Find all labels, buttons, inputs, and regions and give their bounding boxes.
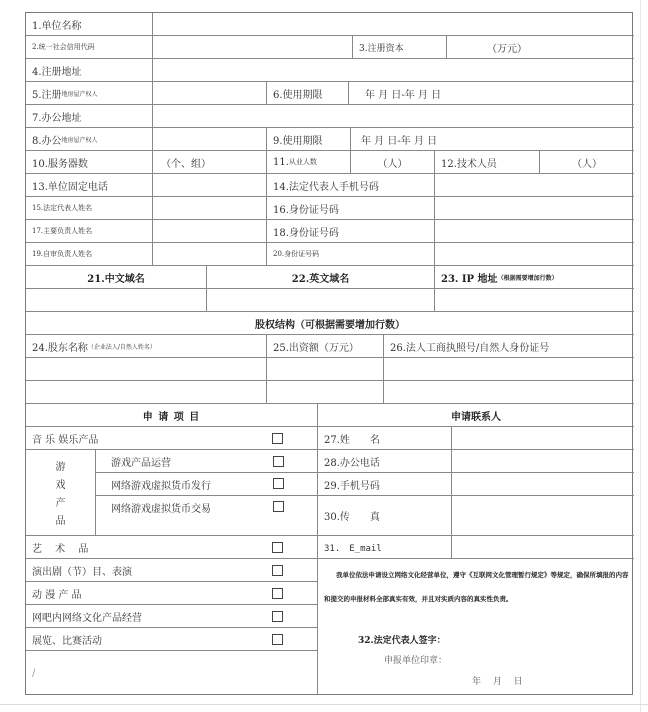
label-credit-code: 2.统一社会信用代码 (26, 36, 153, 59)
label-license-id: 26.法人工商执照号/自然人身份证号 (384, 335, 634, 358)
label-usage-period-1: 6.使用期限 (267, 82, 349, 105)
input-principal-name[interactable] (153, 220, 267, 243)
item-music: 音 乐 娱乐产品 (26, 427, 318, 450)
input-office-owner[interactable] (153, 128, 267, 151)
input-ip-address[interactable] (435, 289, 634, 312)
item-exhibition: 展览、比赛活动 (26, 628, 318, 651)
signature-date: 年 月 日 (472, 677, 523, 687)
input-email[interactable] (452, 536, 634, 559)
input-contribution-2[interactable] (267, 381, 384, 404)
label-office-address: 7.办公地址 (26, 105, 153, 128)
checkbox-anime[interactable] (272, 588, 283, 599)
item-art: 艺 术 品 (26, 536, 318, 559)
input-license-id-1[interactable] (384, 358, 634, 381)
input-self-review-id[interactable] (435, 243, 634, 266)
input-license-id-2[interactable] (384, 381, 634, 404)
declaration-text: 我单位依法申请设立网络文化经营单位，遵守《互联网文化管理暂行规定》等规定，确保所填报的内容和提交的申报材料全部真实有效，并且对实质内容的真实性负责。 (324, 571, 629, 603)
label-usage-period-2: 9.使用期限 (267, 128, 351, 151)
label-registered-capital: 3.注册资本 (353, 36, 447, 59)
label-registered-owner: 5.注册 地房屋产权人 (26, 82, 153, 105)
checkbox-art[interactable] (272, 542, 283, 553)
page-divider (0, 704, 648, 705)
equity-section-title: 股权结构（可根据需要增加行数） (26, 312, 634, 335)
input-employee-count[interactable]: （人） (351, 151, 435, 174)
label-chinese-domain: 21.中文域名 (26, 266, 207, 289)
item-anime: 动 漫 产 品 (26, 582, 318, 605)
checkbox-game-operation[interactable] (273, 456, 284, 467)
label-english-domain: 22.英文域名 (207, 266, 435, 289)
label-fixed-phone: 13.单位固定电话 (26, 174, 153, 197)
item-virtual-currency-trade: 网络游戏虚拟货币交易 (96, 496, 318, 536)
input-usage-period-2[interactable]: 年 月 日-年 月 日 (351, 128, 634, 151)
label-legal-rep-name: 15.法定代表人姓名 (26, 197, 153, 220)
label-mobile: 29.手机号码 (318, 473, 452, 496)
item-performance: 演出剧（节）目、表演 (26, 559, 318, 582)
input-legal-rep-id[interactable] (435, 197, 634, 220)
checkbox-internet-cafe[interactable] (272, 611, 283, 622)
input-registered-capital[interactable]: （万元） (447, 36, 634, 59)
label-office-phone: 28.办公电话 (318, 450, 452, 473)
label-legal-rep-mobile: 14.法定代表人手机号码 (267, 174, 435, 197)
input-principal-id[interactable] (435, 220, 634, 243)
input-chinese-domain[interactable] (26, 289, 207, 312)
input-legal-rep-name[interactable] (153, 197, 267, 220)
label-office-owner: 8.办公 地房屋产权人 (26, 128, 153, 151)
input-contribution-1[interactable] (267, 358, 384, 381)
checkbox-virtual-currency-trade[interactable] (273, 501, 284, 512)
input-fixed-phone[interactable] (153, 174, 267, 197)
label-contribution: 25.出资额（万元） (267, 335, 384, 358)
input-server-count[interactable]: （个、组） (153, 151, 267, 174)
game-products-group-label: 游 戏 产 品 (26, 450, 96, 536)
application-form (25, 12, 633, 695)
label-self-review-name: 19.自审负责人姓名 (26, 243, 153, 266)
label-principal-id: 18.身份证号码 (267, 220, 435, 243)
application-items-header: 申 请 项 目 (26, 404, 318, 427)
input-shareholder-name-1[interactable] (26, 358, 267, 381)
label-principal-name: 17.主要负责人姓名 (26, 220, 153, 243)
label-unit-name: 1.单位名称 (26, 13, 153, 36)
input-credit-code[interactable] (153, 36, 353, 59)
checkbox-music[interactable] (272, 433, 283, 444)
label-tech-staff: 12.技术人员 (435, 151, 540, 174)
label-legal-rep-id: 16.身份证号码 (267, 197, 435, 220)
input-self-review-name[interactable] (153, 243, 267, 266)
item-internet-cafe: 网吧内网络文化产品经营 (26, 605, 318, 628)
label-email: 31. E_mail (318, 536, 452, 559)
label-employee-count: 11. 从业人数 (267, 151, 351, 174)
item-virtual-currency-issue: 网络游戏虚拟货币发行 (96, 473, 318, 496)
input-unit-name[interactable] (153, 13, 634, 36)
label-ip-address: 23. IP 地址 （根据需要增加行数） (435, 266, 634, 289)
unit-seal-label: 申报单位印章： (384, 656, 448, 666)
item-other[interactable]: / (26, 651, 318, 695)
input-tech-staff[interactable]: （人） (540, 151, 634, 174)
label-registered-address: 4.注册地址 (26, 59, 153, 82)
input-shareholder-name-2[interactable] (26, 381, 267, 404)
input-office-phone[interactable] (452, 450, 634, 473)
input-fax[interactable] (452, 496, 634, 536)
contact-header: 申请联系人 (318, 404, 634, 427)
input-mobile[interactable] (452, 473, 634, 496)
label-server-count: 10.服务器数 (26, 151, 153, 174)
legal-rep-signature-label: 32.法定代表人签字： (358, 636, 446, 646)
input-usage-period-1[interactable]: 年 月 日-年 月 日 (349, 82, 634, 105)
input-legal-rep-mobile[interactable] (435, 174, 634, 197)
input-registered-address[interactable] (153, 59, 634, 82)
checkbox-virtual-currency-issue[interactable] (273, 478, 284, 489)
input-office-address[interactable] (153, 105, 634, 128)
input-contact-name[interactable] (452, 427, 634, 450)
checkbox-performance[interactable] (272, 565, 283, 576)
label-fax: 30.传 真 (318, 496, 452, 536)
input-registered-owner[interactable] (153, 82, 267, 105)
input-english-domain[interactable] (207, 289, 435, 312)
label-self-review-id: 20.身份证号码 (267, 243, 435, 266)
checkbox-exhibition[interactable] (272, 634, 283, 645)
item-game-operation: 游戏产品运营 (96, 450, 318, 473)
label-shareholder-name: 24.股东名称 （企业法人/自然人姓名） (26, 335, 267, 358)
label-contact-name: 27.姓 名 (318, 427, 452, 450)
